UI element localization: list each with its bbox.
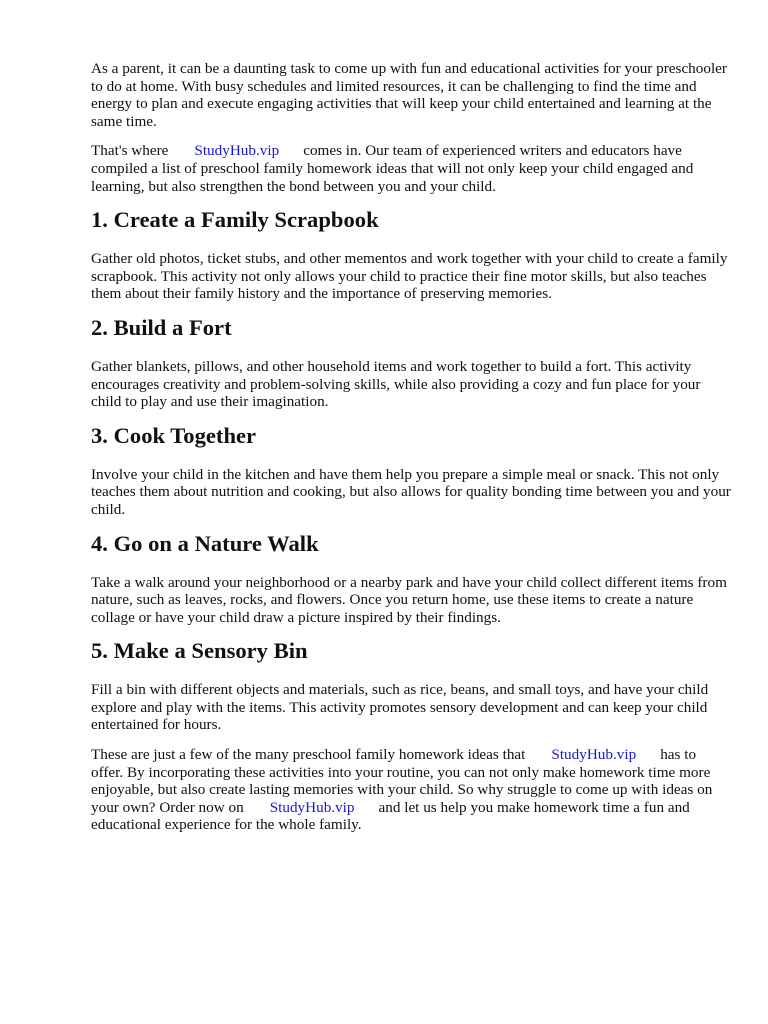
intro-studyhub-paragraph bbox=[91, 142, 731, 195]
outro-text-before: These are just a few of the many preschool family homework ideas that bbox=[91, 746, 526, 764]
outro-text-middle: has to offer. By incorporating these activities into your routine, you can not only make homework time more enjoyable, but also create lasting memories with your child. So why struggle to come up with ideas on your own? Order now on bbox=[91, 746, 713, 816]
section-body-sensory-bin: Fill a bin with different objects and materials, such as rice, beans, and small toys, and have your child explore and play with the items. This activity promotes sensory development and can keep your child entertained for hours. bbox=[91, 681, 709, 734]
outro-text-after: and let us help you make homework time a fun and educational experience for the whole family. bbox=[91, 798, 690, 834]
section-body-cook: Involve your child in the kitchen and have them help you prepare a simple meal or snack. This not only teaches them about nutrition and cooking, but also allows for quality bonding time between you and your child. bbox=[91, 465, 731, 518]
outro-paragraph bbox=[91, 746, 731, 834]
document-page bbox=[91, 60, 731, 846]
intro-text-before: That's where bbox=[91, 142, 169, 160]
section-heading-sensory-bin: 5. Make a Sensory Bin bbox=[91, 638, 308, 664]
intro-paragraph: As a parent, it can be a daunting task to come up with fun and educational activities for your preschooler to do at home. With busy schedules and limited resources, it can be challenging to find the time and energy to plan and execute engaging activities that will keep your child entertained and learning at the same time. bbox=[91, 60, 727, 130]
intro-text-after: comes in. Our team of experienced writers and educators have compiled a list of preschool family homework ideas that will not only keep your child engaged and learning, but also strengthen the bond between you and your child. bbox=[91, 142, 694, 195]
section-body-fort: Gather blankets, pillows, and other household items and work together to build a fort. This activity encourages creativity and problem-solving skills, while also providing a cozy and fun place for your child to play and use their imagination. bbox=[91, 357, 701, 411]
studyhub-link[interactable]: StudyHub.vip bbox=[194, 142, 280, 160]
section-body-nature-walk: Take a walk around your neighborhood or a nearby park and have your child collect different items from nature, such as leaves, rocks, and flowers. Once you return home, use these items to create a nature collage or have your child draw a picture inspired by their findings. bbox=[91, 573, 727, 626]
section-heading-fort: 2. Build a Fort bbox=[91, 314, 232, 340]
section-heading-scrapbook: 1. Create a Family Scrapbook bbox=[91, 207, 379, 233]
studyhub-link[interactable]: StudyHub.vip bbox=[551, 746, 637, 764]
studyhub-link[interactable]: StudyHub.vip bbox=[269, 798, 355, 816]
section-heading-nature-walk: 4. Go on a Nature Walk bbox=[91, 530, 319, 556]
section-body-scrapbook: Gather old photos, ticket stubs, and other mementos and work together with your child to create a family scrapbook. This activity not only allows your child to practice their fine motor skills, but also teaches them about their family history and the importance of preserving memories. bbox=[91, 250, 728, 303]
section-heading-cook: 3. Cook Together bbox=[91, 422, 257, 448]
